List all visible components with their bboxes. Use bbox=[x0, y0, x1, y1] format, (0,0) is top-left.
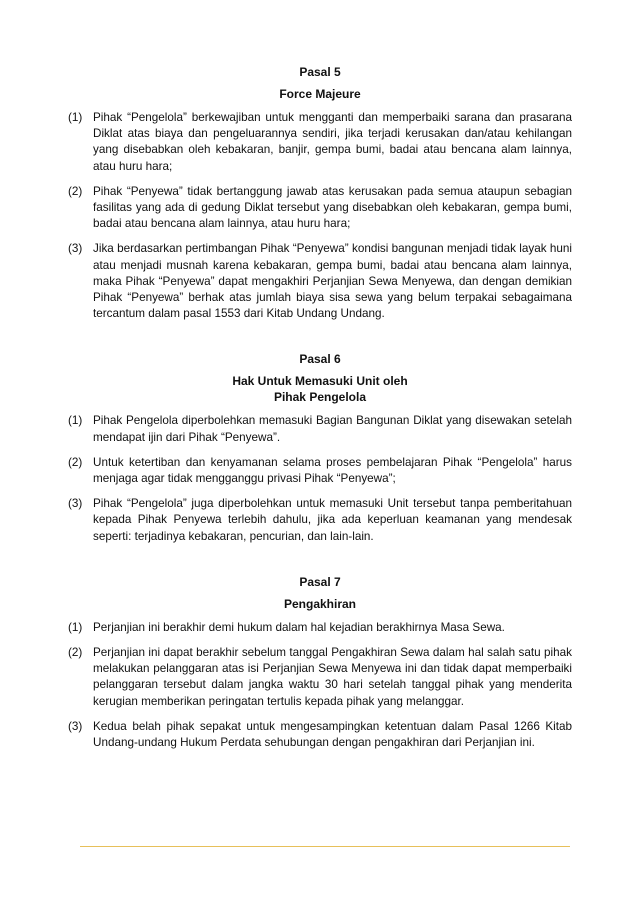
clause-text: Pihak Pengelola diperbolehkan memasuki Bagian Bangunan Diklat yang disewakan setelah mendapat ijin dari Pihak “Penyewa”. bbox=[93, 414, 572, 444]
section-subtitle-line: Pihak Pengelola bbox=[273, 390, 367, 405]
clause-number: (3) bbox=[68, 497, 83, 511]
clause-text: Jika berdasarkan pertimbangan Pihak “Penyewa” kondisi bangunan menjadi tidak layak huni atau menjadi musnah karena kebakaran, gempa bumi, badai atau bencana alam lainnya, maka Pihak “Penyewa” dapat mengakhiri Perjanjian Sewa Menyewa, dan dengan demikian Pihak “Penyewa” berhak atas jumlah biaya sisa sewa yang belum terpakai sebagaimana tercantum dalam pasal 1553 dari Kitab Undang Undang. bbox=[93, 242, 572, 321]
clause-text: Perjanjian ini dapat berakhir sebelum tanggal Pengakhiran Sewa dalam hal salah satu pihak melakukan pelanggaran atas isi Perjanjian Sewa Menyewa ini dan tidak dapat memperbaiki pelanggaran tersebut dalam jangka waktu 30 hari setelah tanggal pihak yang menderita kerugian memberikan peringatan tertulis kepada pihak yang melanggar. bbox=[93, 646, 572, 708]
clause-text: Pihak “Pengelola” juga diperbolehkan untuk memasuki Unit tersebut tanpa pemberitahuan kepada Pihak Penyewa terlebih dahulu, jika ada keperluan keamanan yang mendesak seperti: terjadinya kebakaran, pencurian, dan lain-lain. bbox=[93, 497, 572, 543]
clause-number: (2) bbox=[68, 646, 83, 660]
clause-item bbox=[68, 645, 572, 710]
clause-item bbox=[68, 184, 572, 233]
clause-number: (3) bbox=[68, 242, 83, 256]
section-title: Pasal 5 bbox=[299, 65, 341, 79]
section-pasal-7 bbox=[68, 574, 572, 751]
section-subtitle: Pengakhiran bbox=[283, 596, 357, 611]
section-subtitle-line: Hak Untuk Memasuki Unit oleh bbox=[232, 374, 408, 389]
clause-number: (1) bbox=[68, 620, 83, 634]
clause-item bbox=[68, 719, 572, 751]
clause-item bbox=[68, 413, 572, 445]
footer-rule bbox=[80, 846, 570, 847]
clause-item bbox=[68, 241, 572, 322]
clause-number: (3) bbox=[68, 719, 83, 733]
document-page bbox=[68, 64, 572, 760]
clause-number: (2) bbox=[68, 184, 83, 198]
section-subtitle: Force Majeure bbox=[279, 87, 361, 101]
clause-item bbox=[68, 496, 572, 545]
clause-text: Pihak “Pengelola” berkewajiban untuk mengganti dan memperbaiki sarana dan prasarana Diklat atas biaya dan pengeluarannya sendiri, jika terjadi kerusakan dan/atau kehilangan yang disebabkan oleh kebakaran, banjir, gempa bumi, badai atau bencana alam lainnya, atau huru hara; bbox=[93, 111, 572, 173]
section-pasal-6 bbox=[68, 351, 572, 544]
clause-text: Pihak “Penyewa” tidak bertanggung jawab atas kerusakan pada semua ataupun sebagian fasilitas yang ada di gedung Diklat tersebut yang disebabkan oleh kebakaran, gempa bumi, badai atau bencana alam lainnya, atau huru hara; bbox=[93, 184, 572, 231]
section-pasal-5 bbox=[68, 64, 572, 322]
clause-text: Kedua belah pihak sepakat untuk mengesampingkan ketentuan dalam Pasal 1266 Kitab Undang-undang Hukum Perdata sehubungan dengan pengakhiran dari Perjanjian ini. bbox=[93, 719, 572, 750]
section-title: Pasal 7 bbox=[299, 574, 341, 589]
section-title: Pasal 6 bbox=[299, 352, 341, 367]
clause-number: (2) bbox=[68, 455, 83, 469]
clause-item bbox=[68, 455, 572, 487]
section-subtitle bbox=[68, 373, 572, 405]
clause-item bbox=[68, 110, 572, 175]
clause-text: Untuk ketertiban dan kenyamanan selama proses pembelajaran Pihak “Pengelola” harus menjaga agar tidak mengganggu privasi Pihak “Penyewa”; bbox=[93, 455, 572, 486]
clause-number: (1) bbox=[68, 414, 83, 428]
clause-text: Perjanjian ini berakhir demi hukum dalam hal kejadian berakhirnya Masa Sewa. bbox=[93, 620, 505, 634]
clause-item bbox=[68, 620, 572, 636]
clause-number: (1) bbox=[68, 111, 83, 124]
